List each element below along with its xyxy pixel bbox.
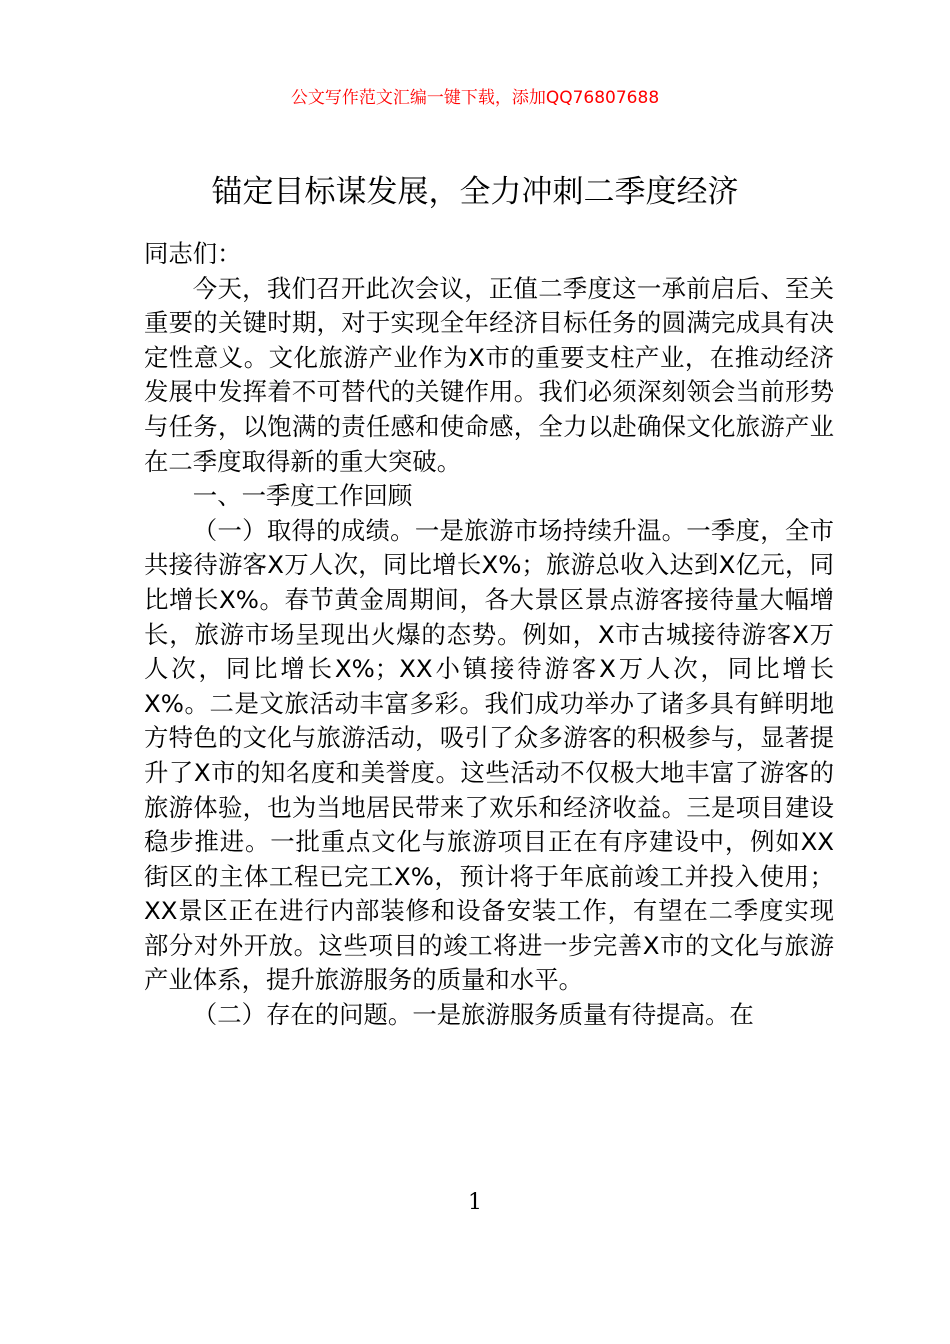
download-notice: 公文写作范文汇编一键下载，添加QQ76807688 <box>290 88 660 108</box>
section-heading: 一、一季度工作回顾 <box>192 481 413 511</box>
paragraph-achievements: （一）取得的成绩。一是旅游市场持续升温。一季度，全市共接待游客X万人次，同比增长X%；旅游总收入达到X亿元，同比增长X%。春节黄金周期间，各大景区景点游客接待量大幅增长，旅游市场呈现出火爆的态势。例如，X市古城接待游客X万人次，同比增长X%；XX小镇接待游客X万人次，同比增长X%。二是文旅活动丰富多彩。我们成功举办了诸多具有鲜明地方特色的文化与旅游活动，吸引了众多游客的积极参与，显著提升了X市的知名度和美誉度。这些活动不仅极大地丰富了游客的旅游体验，也为当地居民带来了欢乐和经济收益。三是项目建设稳步推进。一批重点文化与旅游项目正在有序建设中，例如XX街区的主体工程已完工X%，预计将于年底前竣工并投入使用；XX景区正在进行内部装修和设备安装工作，有望在二季度实现部分对外开放。这些项目的竣工将进一步完善X市的文化与旅游产业体系，提升旅游服务的质量和水平。 <box>144 515 834 995</box>
document-body <box>144 237 834 1033</box>
document-title: 锚定目标谋发展，全力冲刺二季度经济 <box>211 174 739 210</box>
salutation: 同志们： <box>144 239 242 268</box>
paragraph-problems: （二）存在的问题。一是旅游服务质量有待提高。在 <box>192 1000 754 1030</box>
paragraph-intro: 今天，我们召开此次会议，正值二季度这一承前启后、至关重要的关键时期，对于实现全年经济目标任务的圆满完成具有决定性意义。文化旅游产业作为X市的重要支柱产业，在推动经济发展中发挥着不可替代的关键作用。我们必须深刻领会当前形势与任务，以饱满的责任感和使命感，全力以赴确保文化旅游产业在二季度取得新的重大突破。 <box>144 273 834 476</box>
page-number: 1 <box>468 1190 482 1215</box>
